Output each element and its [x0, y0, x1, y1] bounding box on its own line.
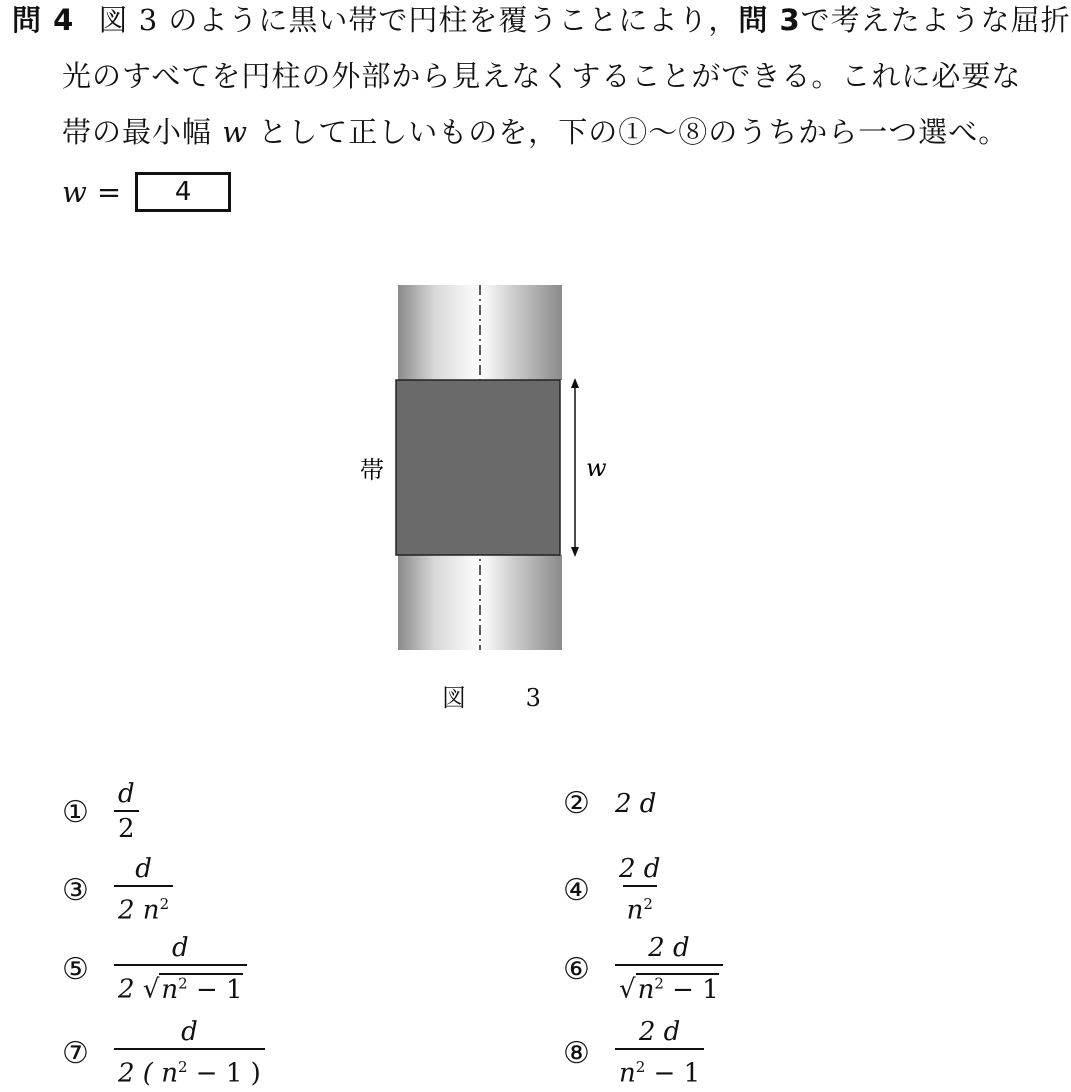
- question-ref: 問 3: [738, 3, 801, 37]
- choice-1[interactable]: ① $\frac{d}{2}$: [62, 778, 139, 846]
- choice-6[interactable]: ⑥ $\frac{2 d}{√n^2 - 1}$: [563, 932, 723, 1007]
- figure-caption: 図 3: [442, 684, 567, 712]
- band-label: 帯: [360, 456, 384, 484]
- question-line-2: 光のすべてを円柱の外部から見えなくすることができる。これに必要な: [62, 59, 1022, 93]
- answer-equals: =: [96, 175, 122, 209]
- black-band: [396, 380, 560, 555]
- answer-row: [62, 170, 231, 214]
- question-line-1: 問 4 図 3 のように黒い帯で円柱を覆うことにより，問 3で考えたような屈折: [12, 3, 1071, 37]
- figure-3: [330, 280, 650, 660]
- choice-4[interactable]: ④ $\frac{2 d}{n^2}$: [563, 854, 661, 926]
- question-line-3: 帯の最小幅 w として正しいものを，下の①〜⑧のうちから一つ選べ。: [62, 115, 1009, 149]
- choice-3[interactable]: ③ $\frac{d}{2 n^2}$: [62, 853, 173, 928]
- width-label: w: [586, 454, 607, 482]
- answer-box[interactable]: 4: [135, 172, 231, 212]
- choice-8[interactable]: ⑧ $\frac{2 d}{n^2 - 1}$: [563, 1016, 704, 1091]
- question-label: 問 4: [12, 3, 75, 37]
- choice-5[interactable]: ⑤ $\frac{d}{2 √n^2 - 1}$: [62, 932, 247, 1007]
- choice-7[interactable]: ⑦ $\frac{d}{2 ( n^2 - 1 )}$: [62, 1016, 265, 1091]
- answer-variable: w: [62, 175, 87, 209]
- choice-2[interactable]: ② 2 d: [563, 786, 657, 821]
- width-arrow: [571, 378, 579, 557]
